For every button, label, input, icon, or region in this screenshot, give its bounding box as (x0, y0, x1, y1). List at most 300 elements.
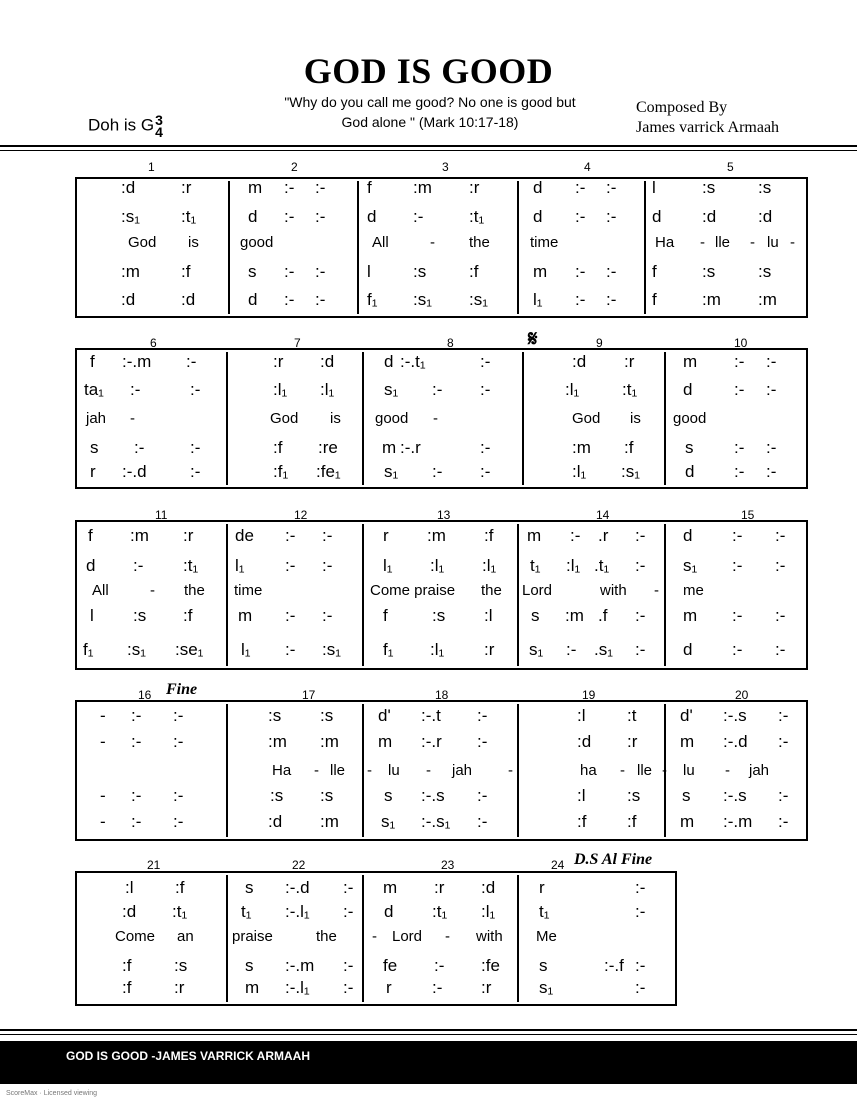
solfa-note: - (100, 812, 106, 831)
barline (664, 524, 666, 666)
lyric-syllable: Come praise (370, 582, 456, 599)
barline (522, 352, 524, 485)
lyric-syllable: jah (749, 762, 770, 779)
solfa-note: :- (190, 438, 201, 457)
solfa-note: m (382, 438, 397, 457)
solfa-note: r (539, 878, 545, 897)
solfa-note: :-.d (285, 878, 310, 897)
solfa-note: :- (315, 262, 326, 281)
solfa-note: :- (343, 956, 354, 975)
solfa-note: d (533, 207, 543, 226)
lyric-syllable: the (184, 582, 205, 599)
solfa-note: :- (635, 902, 646, 921)
lyric-syllable: - (367, 762, 372, 779)
solfa-note: :l (484, 606, 493, 625)
bar-number: 24 (551, 858, 565, 872)
solfa-note: :-.m (285, 956, 315, 975)
lyric-syllable: - (662, 762, 667, 779)
solfa-note: :- (766, 462, 777, 481)
solfa-note: d (367, 207, 377, 226)
solfa-note: t₁ (539, 902, 550, 921)
solfa-note: :s₁ (413, 290, 432, 309)
solfa-note: :t (627, 706, 637, 725)
barline (228, 181, 230, 314)
solfa-note: :t₁ (432, 902, 448, 921)
solfa-note: :-.s₁ (421, 812, 451, 831)
footer-rule (0, 1029, 857, 1031)
solfa-note: :- (766, 438, 777, 457)
solfa-note: .t₁ (594, 556, 610, 575)
lyric-syllable: good (240, 234, 274, 251)
solfa-note: :- (775, 556, 786, 575)
solfa-note: :- (131, 706, 142, 725)
lyric-syllable: jah (452, 762, 473, 779)
solfa-note: :l₁ (566, 556, 581, 575)
scripture-quote (240, 92, 620, 132)
solfa-note: :l (125, 878, 134, 897)
key-label: Doh is G (88, 115, 155, 135)
solfa-note: :- (284, 290, 295, 309)
bar-number: 19 (582, 688, 596, 702)
solfa-note: :-.m (122, 352, 152, 371)
lyric-syllable: praise (232, 928, 273, 945)
solfa-note: :- (432, 380, 443, 399)
solfa-note: :- (566, 640, 577, 659)
solfa-note: .r (598, 526, 609, 545)
solfa-note: t₁ (530, 556, 541, 575)
solfa-note: :- (322, 606, 333, 625)
lyric-syllable: ha (580, 762, 597, 779)
solfa-note: :- (732, 526, 743, 545)
solfa-note: :-.l₁ (285, 902, 310, 921)
bar-number: 22 (292, 858, 306, 872)
solfa-note: :- (432, 462, 443, 481)
solfa-note: :l (577, 786, 586, 805)
solfa-note: f₁ (383, 640, 394, 659)
solfa-note: :-.m (723, 812, 753, 831)
bar-number: 9 (596, 336, 603, 350)
bar-number: 16 (138, 688, 152, 702)
solfa-note: :r (273, 352, 284, 371)
solfa-note: :r (627, 732, 638, 751)
solfa-note: :l₁ (565, 380, 580, 399)
solfa-note: :- (635, 606, 646, 625)
barline (664, 352, 666, 485)
barline (362, 352, 364, 485)
solfa-note: :- (173, 812, 184, 831)
lyric-syllable: God (270, 410, 299, 427)
solfa-note: :- (570, 526, 581, 545)
lyric-syllable: - (445, 928, 450, 945)
solfa-note: m (238, 606, 253, 625)
footer-text: GOD IS GOOD -JAMES VARRICK ARMAAH (66, 1049, 311, 1063)
solfa-note: :- (315, 290, 326, 309)
solfa-note: s (384, 786, 393, 805)
solfa-note: :l₁ (481, 902, 496, 921)
solfa-note: d (384, 352, 394, 371)
solfa-note: :d (121, 178, 136, 197)
solfa-note: l (652, 178, 656, 197)
solfa-note: s (685, 438, 694, 457)
bar-number: 2 (291, 160, 298, 174)
composer-label: Composed By (636, 99, 728, 116)
lyric-syllable: lu (767, 234, 779, 251)
lyric-syllable: All (372, 234, 389, 251)
solfa-note: :- (432, 978, 443, 997)
solfa-note: :m (572, 438, 591, 457)
solfa-note: :r (183, 526, 194, 545)
solfa-note: :s (758, 262, 772, 281)
solfa-note: :- (775, 640, 786, 659)
solfa-note: :m (702, 290, 721, 309)
solfa-note: d' (680, 706, 693, 725)
solfa-note: :- (343, 978, 354, 997)
lyric-syllable: All (92, 582, 109, 599)
header-rule (0, 145, 857, 147)
lyric-syllable: - (700, 234, 705, 251)
lyric-syllable: lle (715, 234, 731, 251)
solfa-note: :- (133, 556, 144, 575)
solfa-note: d (533, 178, 543, 197)
solfa-note: :-.s (723, 786, 747, 805)
lyric-syllable: - (314, 762, 319, 779)
lyric-syllable: is (330, 410, 341, 427)
solfa-note: :d (577, 732, 592, 751)
bar-number: 14 (596, 508, 610, 522)
solfa-note: :- (480, 352, 491, 371)
solfa-note: :- (775, 526, 786, 545)
solfa-note: :fe₁ (316, 462, 341, 481)
solfa-note: - (100, 706, 106, 725)
solfa-note: :l₁ (320, 380, 335, 399)
solfa-note: :d (702, 207, 717, 226)
solfa-note: :s (320, 706, 334, 725)
solfa-note: :d (181, 290, 196, 309)
solfa-note: :- (434, 956, 445, 975)
solfa-note: :- (131, 786, 142, 805)
lyric-syllable: the (469, 234, 490, 251)
barline (517, 181, 519, 314)
solfa-note: :s₁ (127, 640, 146, 659)
solfa-note: :t₁ (622, 380, 638, 399)
solfa-note: :- (734, 380, 745, 399)
solfa-note: :f (122, 956, 132, 975)
solfa-note: :- (635, 556, 646, 575)
time-signature: 3 4 (155, 112, 163, 140)
barline (362, 704, 364, 837)
solfa-note: :- (343, 902, 354, 921)
composer-credit (636, 98, 779, 138)
solfa-note: :r (484, 640, 495, 659)
solfa-note: :f (122, 978, 132, 997)
barline (357, 181, 359, 314)
solfa-note: fe (383, 956, 398, 975)
lyric-syllable: with (476, 928, 503, 945)
solfa-note: :- (778, 786, 789, 805)
solfa-note: :- (285, 556, 296, 575)
solfa-note: :- (778, 732, 789, 751)
lyric-syllable: me (683, 582, 704, 599)
solfa-note: :s (270, 786, 284, 805)
solfa-note: :r (174, 978, 185, 997)
footer-rule-thin (0, 1034, 857, 1035)
solfa-note: :l₁ (430, 640, 445, 659)
solfa-note: :- (732, 640, 743, 659)
lyric-syllable: Me (536, 928, 557, 945)
lyric-syllable: lu (388, 762, 400, 779)
solfa-note: :f (175, 878, 185, 897)
solfa-note: :d (481, 878, 496, 897)
solfa-note: m (383, 878, 398, 897)
barline (517, 524, 519, 666)
bar-number: 17 (302, 688, 316, 702)
solfa-note: :- (477, 706, 488, 725)
lyric-syllable: time (530, 234, 559, 251)
bar-number: 1 (148, 160, 155, 174)
solfa-note: - (100, 786, 106, 805)
key-signature (88, 114, 163, 138)
bar-number: 3 (442, 160, 449, 174)
solfa-note: :- (480, 380, 491, 399)
solfa-note: l₁ (235, 556, 245, 575)
song-title: GOD IS GOOD (303, 51, 554, 91)
solfa-note: :- (285, 526, 296, 545)
solfa-note: :- (284, 178, 295, 197)
bar-number: 12 (294, 508, 308, 522)
solfa-note: :t₁ (181, 207, 197, 226)
solfa-note: :- (322, 526, 333, 545)
solfa-note: :m (320, 732, 339, 751)
solfa-note: :r (624, 352, 635, 371)
solfa-note: d (683, 526, 693, 545)
solfa-note: l₁ (383, 556, 393, 575)
solfa-note: :- (173, 732, 184, 751)
solfa-note: - (100, 732, 106, 751)
solfa-note: :- (575, 290, 586, 309)
solfa-note: :m (121, 262, 140, 281)
solfa-note: :- (606, 262, 617, 281)
solfa-note: :r (181, 178, 192, 197)
solfa-note: l₁ (533, 290, 543, 309)
solfa-note: :f (484, 526, 494, 545)
lyric-syllable: an (177, 928, 194, 945)
solfa-note: :- (635, 526, 646, 545)
solfa-note: m (527, 526, 542, 545)
bar-number: 15 (741, 508, 755, 522)
solfa-note: :t₁ (183, 556, 199, 575)
solfa-note: f (383, 606, 388, 625)
lyric-syllable: Lord (392, 928, 423, 945)
lyric-syllable: the (316, 928, 337, 945)
solfa-note: :l₁ (430, 556, 445, 575)
barline (362, 875, 364, 1002)
lyric-syllable: Ha (272, 762, 292, 779)
solfa-note: :-.f (604, 956, 624, 975)
solfa-note: :- (186, 352, 197, 371)
solfa-note: :l₁ (273, 380, 288, 399)
solfa-note: :- (477, 732, 488, 751)
bar-number: 7 (294, 336, 301, 350)
lyric-syllable: - (426, 762, 431, 779)
solfa-note: :m (413, 178, 432, 197)
solfa-note: :r (469, 178, 480, 197)
bar-number: 23 (441, 858, 455, 872)
solfa-note: :s (432, 606, 446, 625)
barline (517, 704, 519, 837)
solfa-note: d (86, 556, 96, 575)
solfa-note: :- (173, 706, 184, 725)
lyric-syllable: - (725, 762, 730, 779)
barline (644, 181, 646, 314)
solfa-note: :- (606, 207, 617, 226)
solfa-note: :f (181, 262, 191, 281)
lyric-syllable: - (150, 582, 155, 599)
header-rule-thin (0, 150, 857, 151)
solfa-note: :l₁ (572, 462, 587, 481)
solfa-note: :- (734, 352, 745, 371)
lyric-syllable: is (630, 410, 641, 427)
solfa-note: s (682, 786, 691, 805)
solfa-note: :m (565, 606, 584, 625)
solfa-note: :- (606, 178, 617, 197)
lyric-syllable: jah (86, 410, 107, 427)
barline (226, 524, 228, 666)
solfa-note: de (235, 526, 254, 545)
solfa-note: :- (575, 178, 586, 197)
lyric-syllable: is (188, 234, 199, 251)
solfa-note: :- (766, 380, 777, 399)
solfa-note: s₁ (529, 640, 544, 659)
composer-name: James varrick Armaah (636, 119, 780, 136)
lyric-syllable: good (375, 410, 409, 427)
solfa-note: :- (285, 640, 296, 659)
solfa-note: :- (173, 786, 184, 805)
solfa-note: m (683, 352, 698, 371)
solfa-note: f (367, 178, 372, 197)
solfa-note: :-.l₁ (285, 978, 310, 997)
solfa-note: :d (268, 812, 283, 831)
lyric-syllable: God (128, 234, 157, 251)
solfa-note: :- (778, 812, 789, 831)
lyric-syllable: Ha (655, 234, 675, 251)
solfa-note: :- (480, 462, 491, 481)
solfa-note: s (248, 262, 257, 281)
solfa-note: .s₁ (594, 640, 613, 659)
solfa-note: r (383, 526, 389, 545)
bar-number: 21 (147, 858, 161, 872)
solfa-note: :s₁ (469, 290, 488, 309)
lyric-syllable: - (790, 234, 795, 251)
solfa-note: :- (134, 438, 145, 457)
solfa-note: :l₁ (482, 556, 497, 575)
solfa-note: :m (320, 812, 339, 831)
solfa-note: s₁ (384, 462, 399, 481)
lyric-syllable: - (430, 234, 435, 251)
solfa-note: :- (635, 956, 646, 975)
lyric-syllable: lle (330, 762, 346, 779)
solfa-note: m (533, 262, 548, 281)
solfa-note: f (90, 352, 95, 371)
solfa-note: s₁ (384, 380, 399, 399)
solfa-note: :- (635, 640, 646, 659)
solfa-note: s (245, 878, 254, 897)
bar-number: 10 (734, 336, 748, 350)
solfa-note: :- (635, 878, 646, 897)
barline (226, 352, 228, 485)
solfa-note: s₁ (683, 556, 698, 575)
solfa-note: :f (469, 262, 479, 281)
bar-number: 5 (727, 160, 734, 174)
quote-line-1: "Why do you call me good? No one is good but (284, 94, 576, 110)
solfa-note: d' (378, 706, 391, 725)
solfa-note: :t₁ (172, 902, 188, 921)
solfa-note: d (248, 290, 258, 309)
solfa-note: :-.s (421, 786, 445, 805)
quote-line-2: God alone " (Mark 10:17-18) (341, 114, 519, 130)
solfa-note: d (683, 640, 693, 659)
solfa-note: :f (273, 438, 283, 457)
solfa-note: f (652, 262, 657, 281)
solfa-note: :- (315, 207, 326, 226)
solfa-note: :l (577, 706, 586, 725)
solfa-note: ta₁ (84, 380, 104, 399)
solfa-note: :d (122, 902, 137, 921)
solfa-note: :s₁ (621, 462, 640, 481)
solfa-note: :m (427, 526, 446, 545)
solfa-note: :s (758, 178, 772, 197)
solfa-note: :f₁ (273, 462, 289, 481)
solfa-note: :-.r (421, 732, 442, 751)
solfa-note: r (90, 462, 96, 481)
solfa-note: f₁ (83, 640, 94, 659)
lyric-syllable: Lord (522, 582, 553, 599)
lyric-syllable: good (673, 410, 707, 427)
solfa-note: :- (575, 207, 586, 226)
bar-number: 8 (447, 336, 454, 350)
lyric-syllable: time (234, 582, 263, 599)
solfa-note: m (680, 732, 695, 751)
solfa-note: :- (734, 462, 745, 481)
solfa-note: :- (766, 352, 777, 371)
solfa-note: :- (606, 290, 617, 309)
solfa-note: :m (268, 732, 287, 751)
solfa-note: :- (635, 978, 646, 997)
solfa-note: :f (183, 606, 193, 625)
solfa-note: :- (315, 178, 326, 197)
solfa-note: :- (322, 556, 333, 575)
solfa-note: :- (732, 606, 743, 625)
solfa-note: :s (320, 786, 334, 805)
solfa-note: :- (131, 732, 142, 751)
solfa-note: f (88, 526, 93, 545)
barline (517, 875, 519, 1002)
solfa-note: :- (575, 262, 586, 281)
bar-number: 11 (155, 508, 168, 522)
lyric-syllable: - (654, 582, 659, 599)
solfa-note: :s (627, 786, 641, 805)
solfa-note: m (683, 606, 698, 625)
solfa-note: :r (481, 978, 492, 997)
solfa-note: :f (624, 438, 634, 457)
solfa-note: m (245, 978, 260, 997)
solfa-note: :m (130, 526, 149, 545)
bar-number: 18 (435, 688, 449, 702)
ds-al-fine-marking: D.S Al Fine (574, 851, 653, 868)
solfa-note: :t₁ (469, 207, 485, 226)
solfa-note: s₁ (381, 812, 396, 831)
solfa-note: :- (190, 380, 201, 399)
solfa-note: :s (174, 956, 188, 975)
